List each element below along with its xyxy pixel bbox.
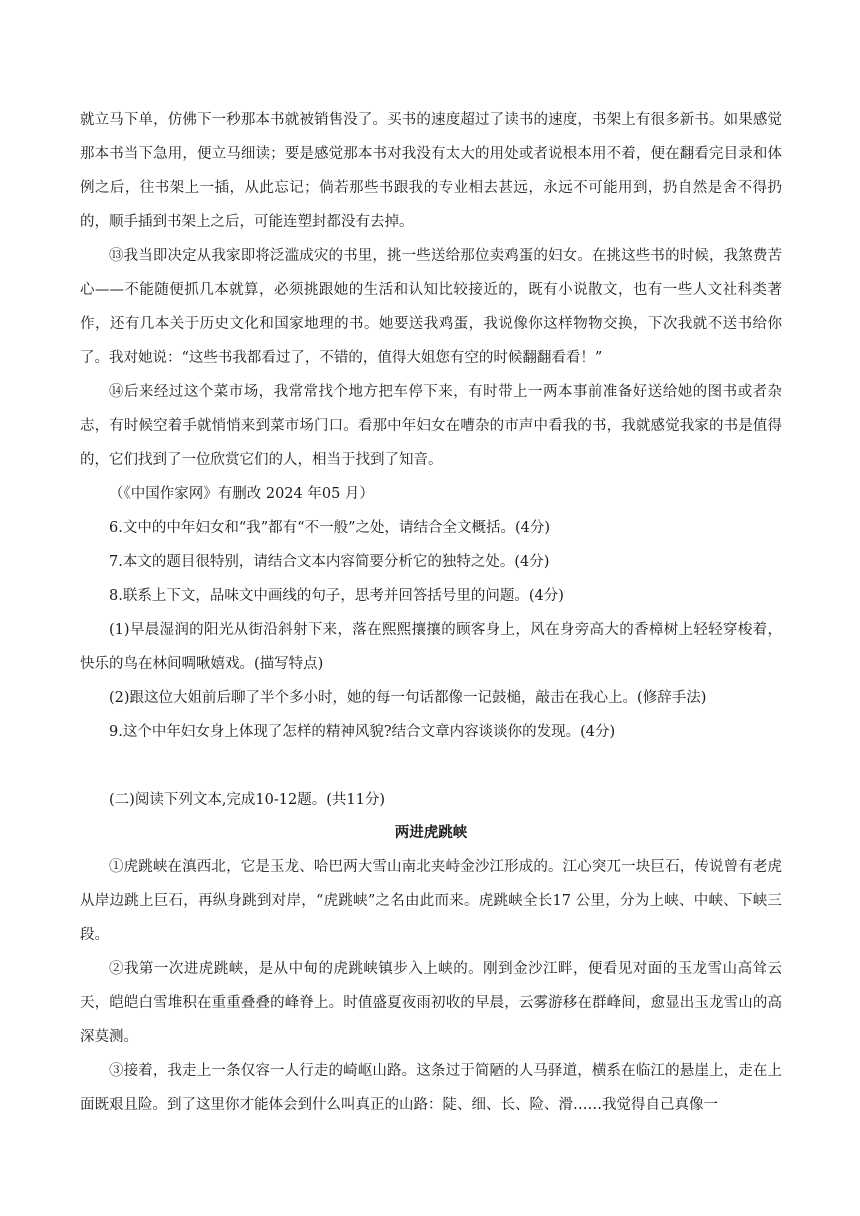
section-2-heading: (二)阅读下列文本,完成10-12题。(共11分) — [109, 792, 385, 808]
article-paragraph-14: ⑭后来经过这个菜市场，我常常找个地方把车停下来，有时带上一两本事前准备好送给她的图书或者杂志，有时候空着手就悄悄来到菜市场门口。看那中年妇女在嘈杂的市声中看我的书，我就感觉我家的书是值得的，它们找到了一位欣赏它们的人，相当于找到了知音。 — [80, 384, 782, 468]
article-title: 两进虎跳峡 — [394, 825, 468, 841]
article-source: （《中国作家网》有删改 2024 年05 月） — [109, 486, 374, 502]
question-8-part-2: (2)跟这位大姐前后聊了半个多小时，她的每一句话都像一记鼓槌，敲击在我心上。(修辞手法) — [109, 690, 707, 706]
question-7: 7.本文的题目很特别，请结合文本内容简要分析它的独特之处。(4分) — [109, 554, 550, 570]
question-8-part-1: (1)早晨湿润的阳光从街沿斜射下来，落在熙熙攘攘的顾客身上，风在身旁高大的香樟树上轻轻穿梭着，快乐的鸟在林间啁啾嬉戏。(描写特点) — [80, 622, 782, 672]
question-6: 6.文中的中年妇女和“我”都有“不一般”之处，请结合全文概括。(4分) — [109, 520, 551, 536]
question-9: 9.这个中年妇女身上体现了怎样的精神风貌?结合文章内容谈谈你的发现。(4分) — [109, 724, 616, 740]
section-2-paragraph-3: ③接着，我走上一条仅容一人行走的崎岖山路。这条过于简陋的人马驿道，横系在临江的悬崖上，走在上面既艰且险。到了这里你才能体会到什么叫真正的山路：陡、细、长、险、滑……我觉得自己真像一 — [80, 1063, 782, 1113]
section-2-paragraph-2: ②我第一次进虎跳峡，是从中甸的虎跳峡镇步入上峡的。刚到金沙江畔，便看见对面的玉龙雪山高耸云天，皑皑白雪堆积在重重叠叠的峰脊上。时值盛夏夜雨初收的早晨，云雾游移在群峰间，愈显出玉龙雪山的高深莫测。 — [80, 961, 782, 1045]
article-paragraph-13: ⑬我当即决定从我家即将泛滥成灾的书里，挑一些送给那位卖鸡蛋的妇女。在挑这些书的时候，我煞费苦心——不能随便抓几本就算，必须挑跟她的生活和认知比较接近的，既有小说散文，也有一些人文社科类著作，还有几本关于历史文化和国家地理的书。她要送我鸡蛋，我说像你这样物物交换，下次我就不送书给你了。我对她说：“这些书我都看过了，不错的，值得大姐您有空的时候翻翻看看！” — [80, 248, 782, 366]
question-8: 8.联系上下文，品味文中画线的句子，思考并回答括号里的问题。(4分) — [109, 588, 564, 604]
section-2-paragraph-1: ①虎跳峡在滇西北，它是玉龙、哈巴两大雪山南北夹峙金沙江形成的。江心突兀一块巨石，传说曾有老虎从岸边跳上巨石，再纵身跳到对岸，“虎跳峡”之名由此而来。虎跳峡全长17 公里，分为上峡、中峡、下峡三段。 — [80, 859, 782, 943]
article-paragraph-continued: 就立马下单，仿佛下一秒那本书就被销售没了。买书的速度超过了读书的速度，书架上有很多新书。如果感觉那本书当下急用，便立马细读；要是感觉那本书对我没有太大的用处或者说根本用不着，便在翻看完目录和体例之后，往书架上一插，从此忘记；倘若那些书跟我的专业相去甚远，永远不可能用到，扔自然是舍不得扔的，顺手插到书架上之后，可能连塑封都没有去掉。 — [80, 112, 782, 230]
